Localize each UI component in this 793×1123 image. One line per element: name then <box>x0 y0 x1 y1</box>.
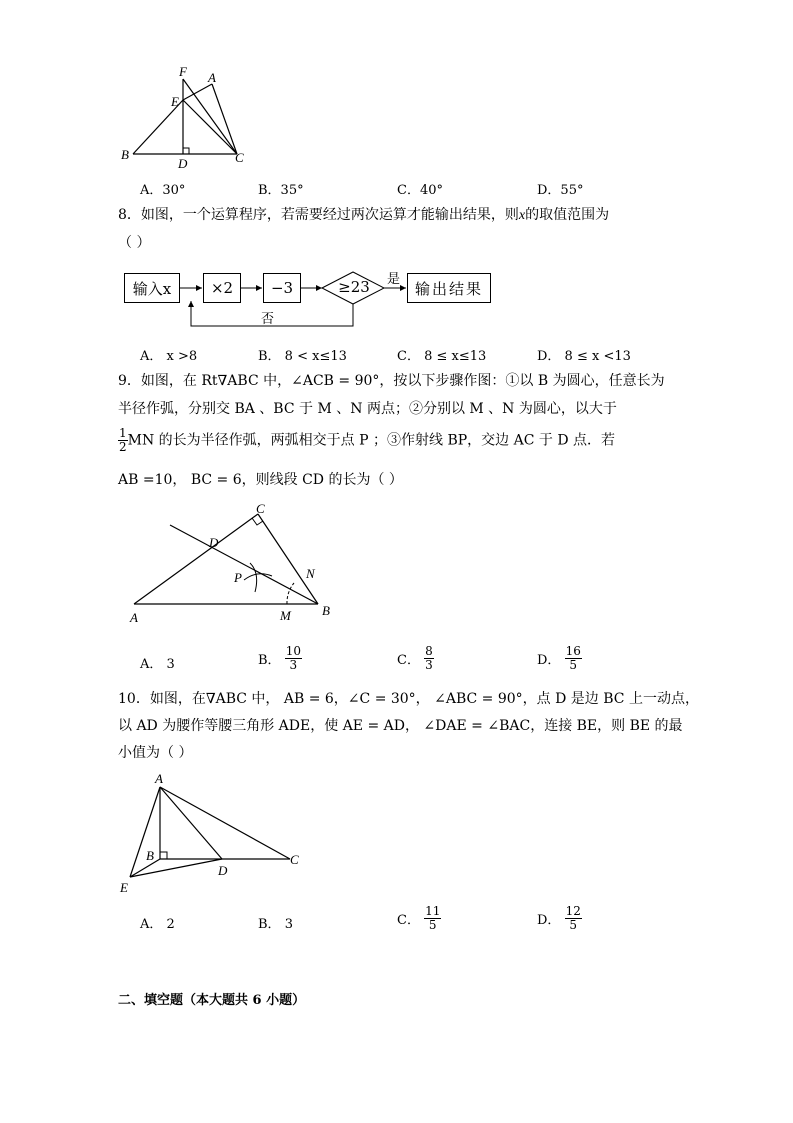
q7-option-d[interactable]: D．55° <box>537 183 584 198</box>
q9-label-p: P <box>234 570 242 585</box>
q8-flowchart <box>124 268 494 330</box>
q8-stem-line2: （ ） <box>118 235 151 251</box>
q8-option-c[interactable]: C． 8 ≤ x≤13 <box>397 349 487 364</box>
q7-label-e: E <box>171 94 179 109</box>
q10-option-d[interactable]: D． $\frac{12}{5}$ <box>537 904 581 932</box>
q9-stem-line2: 半径作弧，分别交 BA 、BC 于 M 、N 两点；②分别以 M 、N 为圆心，以大于 <box>118 401 617 417</box>
q9-option-a[interactable]: A． 3 <box>140 657 175 672</box>
q10-label-b: B <box>146 848 154 863</box>
q7-label-a: A <box>208 70 216 85</box>
q9-stem-line1: 9．如图，在 Rt∇ABC 中，∠ACB = 90°，按以下步骤作图：①以 B 为圆心，任意长为 <box>118 373 665 389</box>
q9-half-fraction: $\frac{1}{2}$ <box>119 426 127 454</box>
q9-label-b: B <box>322 603 330 618</box>
q9-label-d: D <box>209 535 219 550</box>
q10-stem-line1: 10．如图，在∇ABC 中， AB = 6，∠C = 30°， ∠ABC = 90°，点 D 是边 BC 上一动点， <box>118 691 699 707</box>
q9-option-c[interactable]: C． $\frac{8}{3}$ <box>397 644 433 672</box>
q10-label-d: D <box>218 863 228 878</box>
q8-option-d[interactable]: D． 8 ≤ x <13 <box>537 349 631 364</box>
q8-stem-line1: 8．如图，一个运算程序，若需要经过两次运算才能输出结果，则x的取值范围为 <box>118 207 610 223</box>
q7-option-c[interactable]: C．40° <box>397 183 443 198</box>
flow-multiply-box: ×2 <box>203 273 241 303</box>
q7-figure <box>115 64 255 174</box>
q7-label-f: F <box>179 64 187 79</box>
q9-figure <box>120 500 345 630</box>
q9-option-d[interactable]: D． $\frac{16}{5}$ <box>537 644 581 672</box>
flow-yes-label: 是 <box>387 272 401 287</box>
q10-stem-line2: 以 AD 为腰作等腰三角形 ADE，使 AE = AD， ∠DAE = ∠BAC，连接 BE，则 BE 的最 <box>118 718 683 734</box>
q10-label-a: A <box>155 771 163 786</box>
flow-condition: ≥23 <box>338 278 370 296</box>
q9-label-n: N <box>306 566 315 581</box>
q10-label-e: E <box>120 880 128 895</box>
q9-stem-line3: $\frac{1}{2}$ MN 的长为半径作弧，两弧相交于点 P ；③作射线 BP，交边 AC 于 D 点．若 <box>119 426 616 454</box>
q7-option-a[interactable]: A．30° <box>140 183 186 198</box>
flow-subtract-box: −3 <box>263 273 301 303</box>
q9-label-m: M <box>280 608 291 623</box>
q7-label-b: B <box>121 147 129 162</box>
q8-option-b[interactable]: B． 8 < x≤13 <box>258 349 347 364</box>
q10-option-a[interactable]: A． 2 <box>140 917 175 932</box>
q7-label-d: D <box>178 156 188 171</box>
q9-option-b[interactable]: B． $\frac{10}{3}$ <box>258 644 301 672</box>
q9-stem-line4: AB =10， BC = 6，则线段 CD 的长为（ ） <box>118 472 403 488</box>
q10-figure <box>110 765 330 900</box>
q10-option-b[interactable]: B． 3 <box>258 917 293 932</box>
q10-stem-line3: 小值为（ ） <box>118 745 193 761</box>
q7-label-c: C <box>235 150 244 165</box>
q9-label-a: A <box>130 610 138 625</box>
flow-output-box: 输出结果 <box>407 273 491 303</box>
q10-label-c: C <box>290 852 299 867</box>
q10-option-c[interactable]: C． $\frac{11}{5}$ <box>397 904 441 932</box>
q7-option-b[interactable]: B．35° <box>258 183 304 198</box>
section-2-title: 二、填空题（本大题共 6 小题） <box>118 993 306 1008</box>
flow-input-box: 输入x <box>124 273 180 303</box>
q9-label-c: C <box>256 501 265 516</box>
flow-no-label: 否 <box>261 312 275 327</box>
q8-option-a[interactable]: A． x >8 <box>140 349 198 364</box>
